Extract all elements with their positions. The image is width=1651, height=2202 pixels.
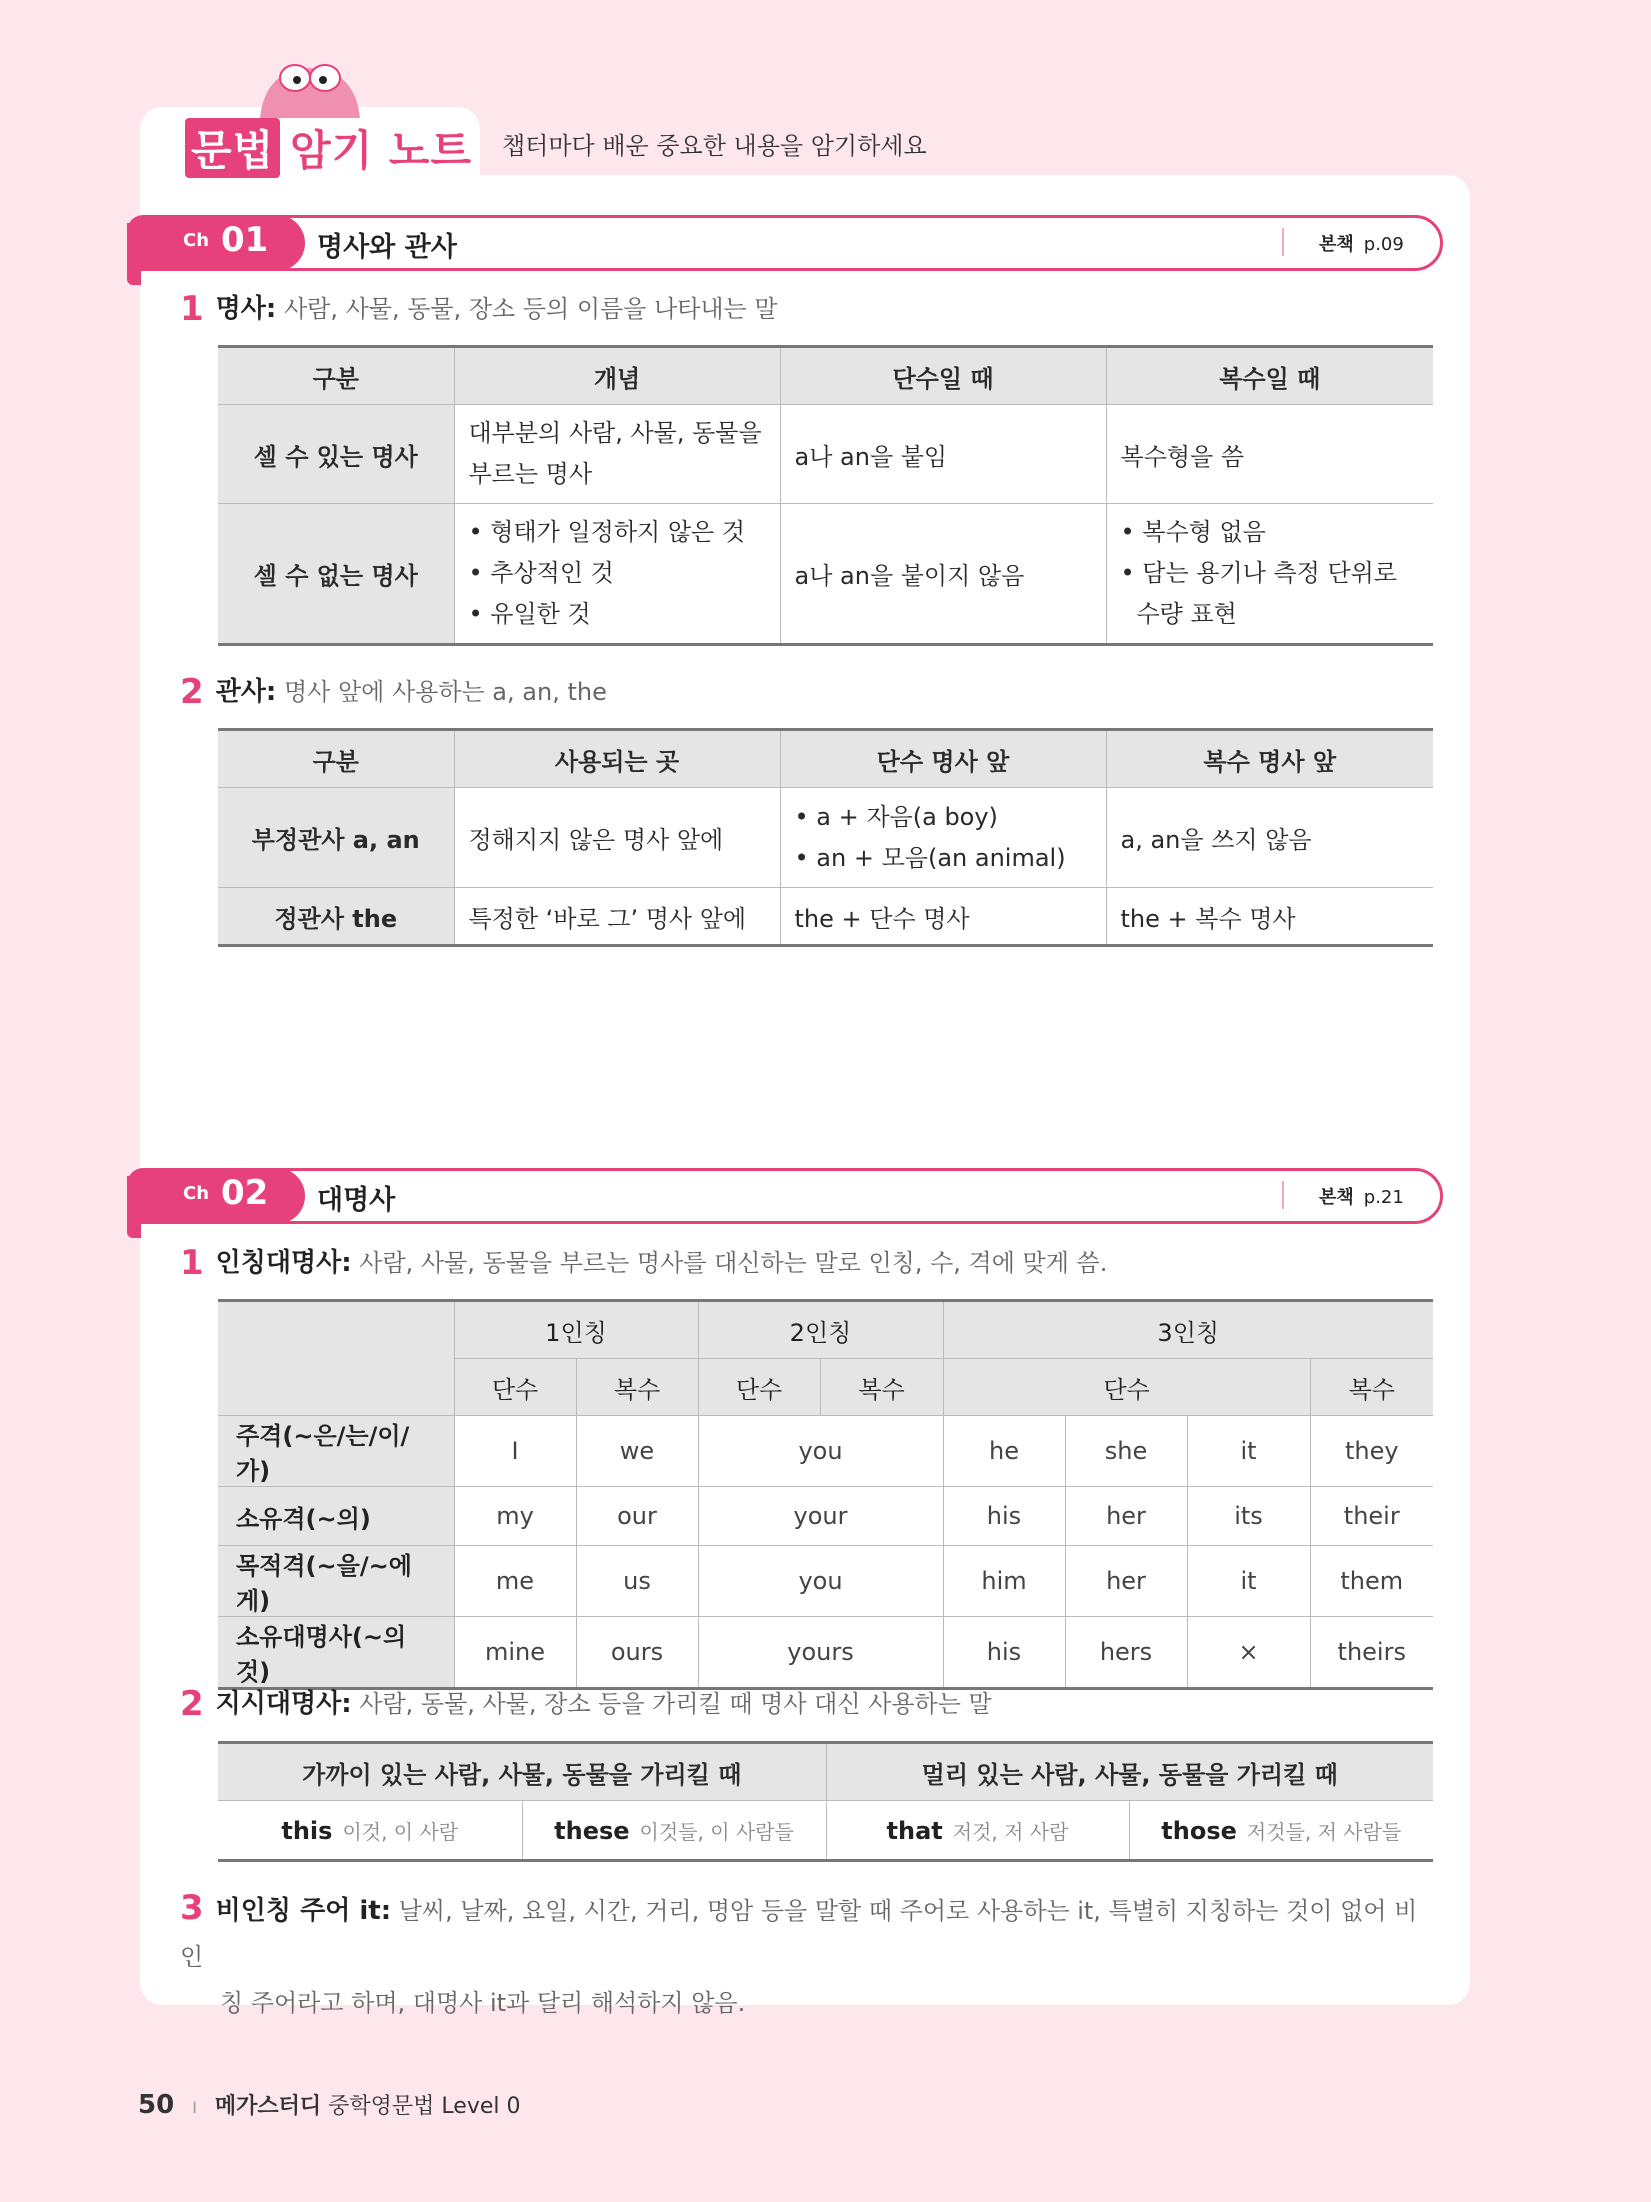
table-cell: we bbox=[576, 1416, 698, 1487]
table-cell: they bbox=[1310, 1416, 1433, 1487]
section-number: 3 bbox=[180, 1888, 204, 1928]
table-cell: her bbox=[1065, 1546, 1187, 1617]
logo-text: 암기 노트 bbox=[290, 126, 473, 175]
divider bbox=[1282, 228, 1284, 256]
table-header: 단수 명사 앞 bbox=[780, 730, 1106, 788]
cell-line: 대부분의 사람, 사물, 동물을 bbox=[468, 419, 762, 447]
cell-line: 수량 표현 bbox=[1136, 600, 1237, 628]
bullet-item: • a + 자음(a boy) bbox=[795, 797, 1092, 838]
mascot-icon bbox=[255, 58, 365, 118]
row-header: 정관사 the bbox=[218, 888, 454, 946]
cell-line: 부르는 명사 bbox=[468, 460, 593, 488]
table-cell: 복수형을 씀 bbox=[1106, 405, 1433, 504]
logo-box: 문법 bbox=[185, 118, 280, 178]
pronoun-word: that bbox=[886, 1816, 943, 1845]
table-cell bbox=[218, 1801, 522, 1861]
table-cell: them bbox=[1310, 1546, 1433, 1617]
table-header: 구분 bbox=[218, 347, 454, 405]
table-header: 구분 bbox=[218, 730, 454, 788]
table-header: 개념 bbox=[454, 347, 780, 405]
table-cell: theirs bbox=[1310, 1617, 1433, 1689]
pronoun-word: those bbox=[1161, 1816, 1237, 1845]
table-cell: × bbox=[1187, 1617, 1310, 1689]
table-cell: ours bbox=[576, 1617, 698, 1689]
row-header: 주격(~은/는/이/가) bbox=[218, 1416, 454, 1487]
chapter-number: 01 bbox=[221, 220, 269, 260]
table-cell: its bbox=[1187, 1487, 1310, 1546]
page-title bbox=[185, 118, 472, 178]
table-cell bbox=[780, 788, 1106, 888]
section-heading bbox=[180, 288, 778, 329]
section-keyword: 비인칭 주어 it: bbox=[215, 1896, 392, 1926]
section-impersonal-it bbox=[180, 1885, 1440, 2026]
person-header: 2인칭 bbox=[698, 1301, 943, 1359]
corner-cell bbox=[218, 1301, 454, 1416]
person-header: 1인칭 bbox=[454, 1301, 698, 1359]
table-cell: mine bbox=[454, 1617, 576, 1689]
demonstrative-table bbox=[218, 1741, 1433, 1862]
bullet-item: • 형태가 일정하지 않은 것 bbox=[469, 512, 766, 553]
table-cell: my bbox=[454, 1487, 576, 1546]
section-number: 2 bbox=[180, 672, 204, 712]
table-cell: your bbox=[698, 1487, 943, 1546]
section-heading bbox=[180, 1683, 992, 1724]
chapter-title: 명사와 관사 bbox=[317, 232, 457, 263]
table-header: 멀리 있는 사람, 사물, 동물을 가리킬 때 bbox=[826, 1743, 1433, 1801]
table-cell: us bbox=[576, 1546, 698, 1617]
number-header: 복수 bbox=[1310, 1359, 1433, 1416]
table-cell: you bbox=[698, 1546, 943, 1617]
row-header: 소유격(~의) bbox=[218, 1487, 454, 1546]
bullet-item: • 복수형 없음 bbox=[1121, 512, 1420, 553]
table-cell: his bbox=[943, 1617, 1065, 1689]
section-desc: 명사 앞에 사용하는 a, an, the bbox=[283, 678, 607, 706]
pronoun-meaning: 이것, 이 사람 bbox=[342, 1819, 459, 1844]
section-number: 2 bbox=[180, 1684, 204, 1724]
bullet-item: • an + 모음(an animal) bbox=[795, 838, 1092, 879]
article-table bbox=[218, 728, 1433, 947]
footer-separator: I bbox=[192, 2098, 197, 2117]
pronoun-word: this bbox=[281, 1816, 333, 1845]
table-cell: a, an을 쓰지 않음 bbox=[1106, 788, 1433, 888]
section-keyword: 명사: bbox=[215, 294, 277, 324]
page-footer bbox=[138, 2089, 521, 2120]
table-cell: it bbox=[1187, 1416, 1310, 1487]
table-cell bbox=[826, 1801, 1129, 1861]
table-cell: his bbox=[943, 1487, 1065, 1546]
pronoun-word: these bbox=[554, 1816, 630, 1845]
table-cell bbox=[1106, 504, 1433, 645]
table-cell: you bbox=[698, 1416, 943, 1487]
section-keyword: 지시대명사: bbox=[215, 1689, 352, 1719]
page-subtitle: 챕터마다 배운 중요한 내용을 암기하세요 bbox=[502, 132, 927, 160]
table-cell: me bbox=[454, 1546, 576, 1617]
chapter-tag bbox=[127, 215, 305, 271]
section-desc: 사람, 사물, 동물을 부르는 명사를 대신하는 말로 인칭, 수, 격에 맞게 씀. bbox=[359, 1249, 1108, 1277]
chapter-bar-2 bbox=[127, 1168, 1439, 1222]
table-header: 사용되는 곳 bbox=[454, 730, 780, 788]
section-heading bbox=[180, 671, 607, 712]
table-cell: the + 단수 명사 bbox=[780, 888, 1106, 946]
row-header: 목적격(~을/~에게) bbox=[218, 1546, 454, 1617]
pronoun-meaning: 저것, 저 사람 bbox=[952, 1819, 1069, 1844]
bullet-item: • 유일한 것 bbox=[469, 594, 766, 635]
section-keyword: 인칭대명사: bbox=[215, 1248, 352, 1278]
table-cell: 특정한 ‘바로 그’ 명사 앞에 bbox=[454, 888, 780, 946]
ref-label: 본책 bbox=[1319, 1187, 1354, 1208]
ref-page: p.09 bbox=[1363, 234, 1404, 255]
page-reference bbox=[1319, 230, 1404, 256]
personal-pronoun-table bbox=[218, 1299, 1433, 1690]
chapter-title: 대명사 bbox=[317, 1185, 396, 1216]
chapter-number: 02 bbox=[221, 1173, 269, 1213]
section-number: 1 bbox=[180, 289, 204, 329]
section-number: 1 bbox=[180, 1243, 204, 1283]
number-header: 단수 bbox=[698, 1359, 820, 1416]
table-cell bbox=[454, 504, 780, 645]
ref-page: p.21 bbox=[1363, 1187, 1404, 1208]
table-cell bbox=[522, 1801, 826, 1861]
table-cell: hers bbox=[1065, 1617, 1187, 1689]
table-cell: it bbox=[1187, 1546, 1310, 1617]
ref-label: 본책 bbox=[1319, 234, 1354, 255]
table-cell: the + 복수 명사 bbox=[1106, 888, 1433, 946]
divider bbox=[1282, 1181, 1284, 1209]
table-cell: she bbox=[1065, 1416, 1187, 1487]
section-desc: 사람, 동물, 사물, 장소 등을 가리킬 때 명사 대신 사용하는 말 bbox=[359, 1690, 992, 1718]
table-header: 단수일 때 bbox=[780, 347, 1106, 405]
table-cell: a나 an을 붙임 bbox=[780, 405, 1106, 504]
number-header: 단수 bbox=[454, 1359, 576, 1416]
row-header: 소유대명사(~의 것) bbox=[218, 1617, 454, 1689]
number-header: 단수 bbox=[943, 1359, 1310, 1416]
chapter-bar-1 bbox=[127, 215, 1439, 269]
table-header: 복수일 때 bbox=[1106, 347, 1433, 405]
section-desc-continued: 칭 주어라고 하며, 대명사 it과 달리 해석하지 않음. bbox=[220, 1989, 746, 2017]
section-heading bbox=[180, 1242, 1107, 1283]
person-header: 3인칭 bbox=[943, 1301, 1433, 1359]
noun-table bbox=[218, 345, 1433, 646]
table-cell bbox=[454, 405, 780, 504]
section-desc: 날씨, 날짜, 요일, 시간, 거리, 명암 등을 말할 때 주어로 사용하는 it, 특별히 지칭하는 것이 없어 비인 bbox=[180, 1897, 1418, 1971]
row-header: 부정관사 a, an bbox=[218, 788, 454, 888]
table-cell: he bbox=[943, 1416, 1065, 1487]
section-keyword: 관사: bbox=[215, 677, 277, 707]
chapter-tag bbox=[127, 1168, 305, 1224]
section-desc: 사람, 사물, 동물, 장소 등의 이름을 나타내는 말 bbox=[283, 295, 778, 323]
chapter-label: Ch bbox=[183, 1183, 210, 1204]
bullet-item: • 추상적인 것 bbox=[469, 553, 766, 594]
table-cell: their bbox=[1310, 1487, 1433, 1546]
table-cell: our bbox=[576, 1487, 698, 1546]
table-header: 가까이 있는 사람, 사물, 동물을 가리킬 때 bbox=[218, 1743, 826, 1801]
section-line bbox=[180, 1885, 1440, 1980]
book-brand: 메가스터디 bbox=[214, 2094, 322, 2119]
chapter-label: Ch bbox=[183, 230, 210, 251]
page-number: 50 bbox=[138, 2090, 175, 2120]
row-header: 셀 수 있는 명사 bbox=[218, 405, 454, 504]
table-cell: her bbox=[1065, 1487, 1187, 1546]
table-cell: I bbox=[454, 1416, 576, 1487]
pronoun-meaning: 이것들, 이 사람들 bbox=[639, 1819, 794, 1844]
table-cell: him bbox=[943, 1546, 1065, 1617]
table-cell bbox=[1129, 1801, 1433, 1861]
number-header: 복수 bbox=[576, 1359, 698, 1416]
pronoun-meaning: 저것들, 저 사람들 bbox=[1246, 1819, 1402, 1844]
book-title: 중학영문법 Level 0 bbox=[328, 2094, 521, 2119]
number-header: 복수 bbox=[820, 1359, 943, 1416]
page-reference bbox=[1319, 1183, 1404, 1209]
row-header: 셀 수 없는 명사 bbox=[218, 504, 454, 645]
table-cell: yours bbox=[698, 1617, 943, 1689]
bullet-item: • 담는 용기나 측정 단위로 bbox=[1121, 553, 1420, 594]
table-header: 복수 명사 앞 bbox=[1106, 730, 1433, 788]
table-cell: a나 an을 붙이지 않음 bbox=[780, 504, 1106, 645]
table-cell: 정해지지 않은 명사 앞에 bbox=[454, 788, 780, 888]
